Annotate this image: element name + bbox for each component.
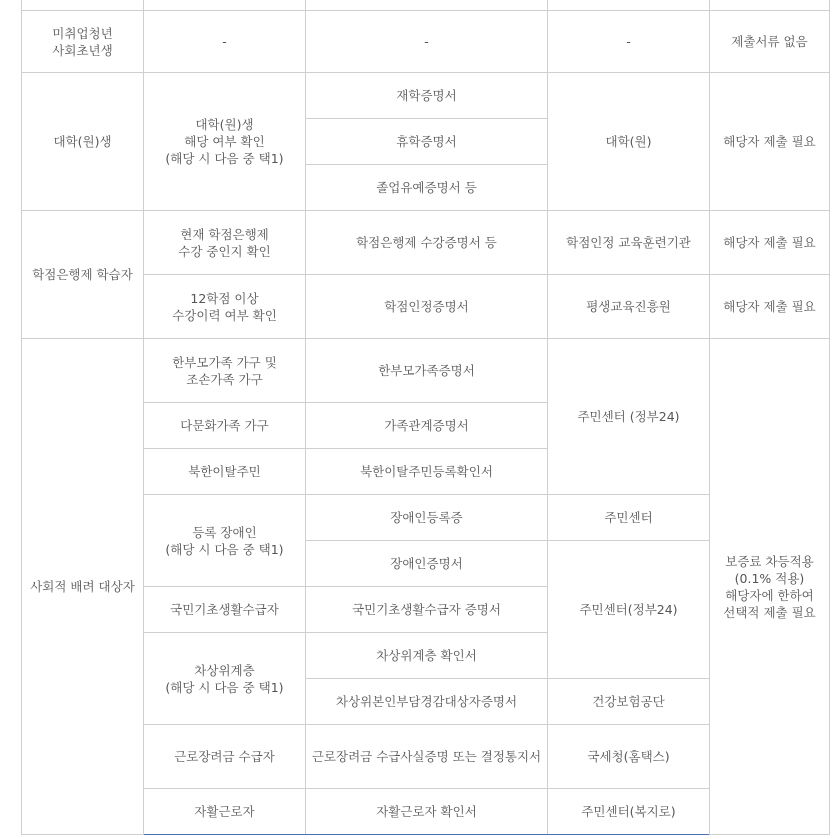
check-cell: [144, 275, 306, 339]
issuer-cell: 주민센터 (정부24): [548, 339, 710, 495]
table-row: [22, 495, 830, 541]
cell-line: 해당 여부 확인: [184, 134, 265, 149]
table-row: [22, 0, 830, 11]
table-cell: [548, 0, 710, 11]
cell-line: (0.1% 적용): [734, 570, 805, 586]
issuer-cell: 대학(원): [548, 73, 710, 211]
check-cell: [144, 495, 306, 587]
check-cell: [144, 211, 306, 275]
cell-line: 해당자에 한하여: [725, 587, 814, 603]
issuer-cell: 학점인정 교육훈련기관: [548, 211, 710, 275]
cell-line: 한부모가족 가구 및: [172, 354, 277, 370]
table-row: [22, 725, 830, 789]
issuer-cell: 건강보험공단: [548, 679, 710, 725]
submit-cell: 해당자 제출 필요: [710, 211, 830, 275]
issuer-cell: 주민센터(정부24): [548, 541, 710, 679]
document-cell: 차상위계층 확인서: [306, 633, 548, 679]
submit-cell: 해당자 제출 필요: [710, 275, 830, 339]
issuer-cell: -: [548, 11, 710, 73]
document-cell: 장애인증명서: [306, 541, 548, 587]
issuer-cell: 주민센터: [548, 495, 710, 541]
check-cell: -: [144, 11, 306, 73]
table-cell: [144, 0, 306, 11]
table-cell: [306, 0, 548, 11]
document-cell: 휴학증명서: [306, 119, 548, 165]
document-cell: 국민기초생활수급자 증명서: [306, 587, 548, 633]
document-cell: 차상위본인부담경감대상자증명서: [306, 679, 548, 725]
submit-cell: 해당자 제출 필요: [710, 73, 830, 211]
table-row: [22, 789, 830, 835]
cell-line: 차상위계층: [194, 662, 255, 678]
cell-line: 수강이력 여부 확인: [172, 307, 277, 323]
target-cell: 대학(원)생: [22, 73, 144, 211]
document-cell: 재학증명서: [306, 73, 548, 119]
check-cell: 국민기초생활수급자: [144, 587, 306, 633]
cell-line: 사회초년생: [52, 42, 113, 58]
document-cell: 장애인등록증: [306, 495, 548, 541]
table-row: [22, 211, 830, 275]
check-cell: 자활근로자: [144, 789, 306, 835]
document-cell: 북한이탈주민등록확인서: [306, 449, 548, 495]
table-row: [22, 339, 830, 403]
cell-line: (해당 시 다음 중 택1): [165, 151, 284, 166]
table-cell: [710, 0, 830, 11]
check-cell: [144, 633, 306, 725]
issuer-cell: 국세청(홈택스): [548, 725, 710, 789]
cell-line: 대학(원)생: [195, 117, 254, 132]
target-cell: 사회적 배려 대상자: [22, 339, 144, 835]
document-cell: 학점은행제 수강증명서 등: [306, 211, 548, 275]
issuer-cell: 평생교육진흥원: [548, 275, 710, 339]
document-cell: 한부모가족증명서: [306, 339, 548, 403]
check-cell: 다문화가족 가구: [144, 403, 306, 449]
cell-line: (해당 시 다음 중 택1): [165, 679, 284, 695]
document-cell: 가족관계증명서: [306, 403, 548, 449]
cell-line: 등록 장애인: [192, 524, 257, 540]
check-cell: 북한이탈주민: [144, 449, 306, 495]
cell-line: 12학점 이상: [190, 290, 259, 306]
cell-line: 보증료 차등적용: [725, 553, 814, 569]
check-cell: 근로장려금 수급자: [144, 725, 306, 789]
cell-line: 미취업청년: [52, 25, 113, 41]
check-cell: [144, 73, 306, 211]
cell-line: 선택적 제출 필요: [723, 604, 816, 620]
cell-line: 수강 중인지 확인: [178, 243, 271, 259]
submit-cell: [710, 339, 830, 835]
target-cell: 학점은행제 학습자: [22, 211, 144, 339]
document-cell: 학점인정증명서: [306, 275, 548, 339]
cell-line: (해당 시 다음 중 택1): [165, 541, 284, 557]
document-cell: 졸업유예증명서 등: [306, 165, 548, 211]
document-cell: 자활근로자 확인서: [306, 789, 548, 835]
issuer-cell: 주민센터(복지로): [548, 789, 710, 835]
target-cell: [22, 11, 144, 73]
table-row: [22, 11, 830, 73]
document-cell: -: [306, 11, 548, 73]
submit-cell: 제출서류 없음: [710, 11, 830, 73]
table-row: [22, 73, 830, 119]
document-cell: 근로장려금 수급사실증명 또는 결정통지서: [306, 725, 548, 789]
table-row: [22, 275, 830, 339]
cell-line: 조손가족 가구: [186, 371, 263, 387]
table-cell: [22, 0, 144, 11]
cell-line: 현재 학점은행제: [180, 226, 269, 242]
check-cell: [144, 339, 306, 403]
document-table: [21, 0, 830, 835]
